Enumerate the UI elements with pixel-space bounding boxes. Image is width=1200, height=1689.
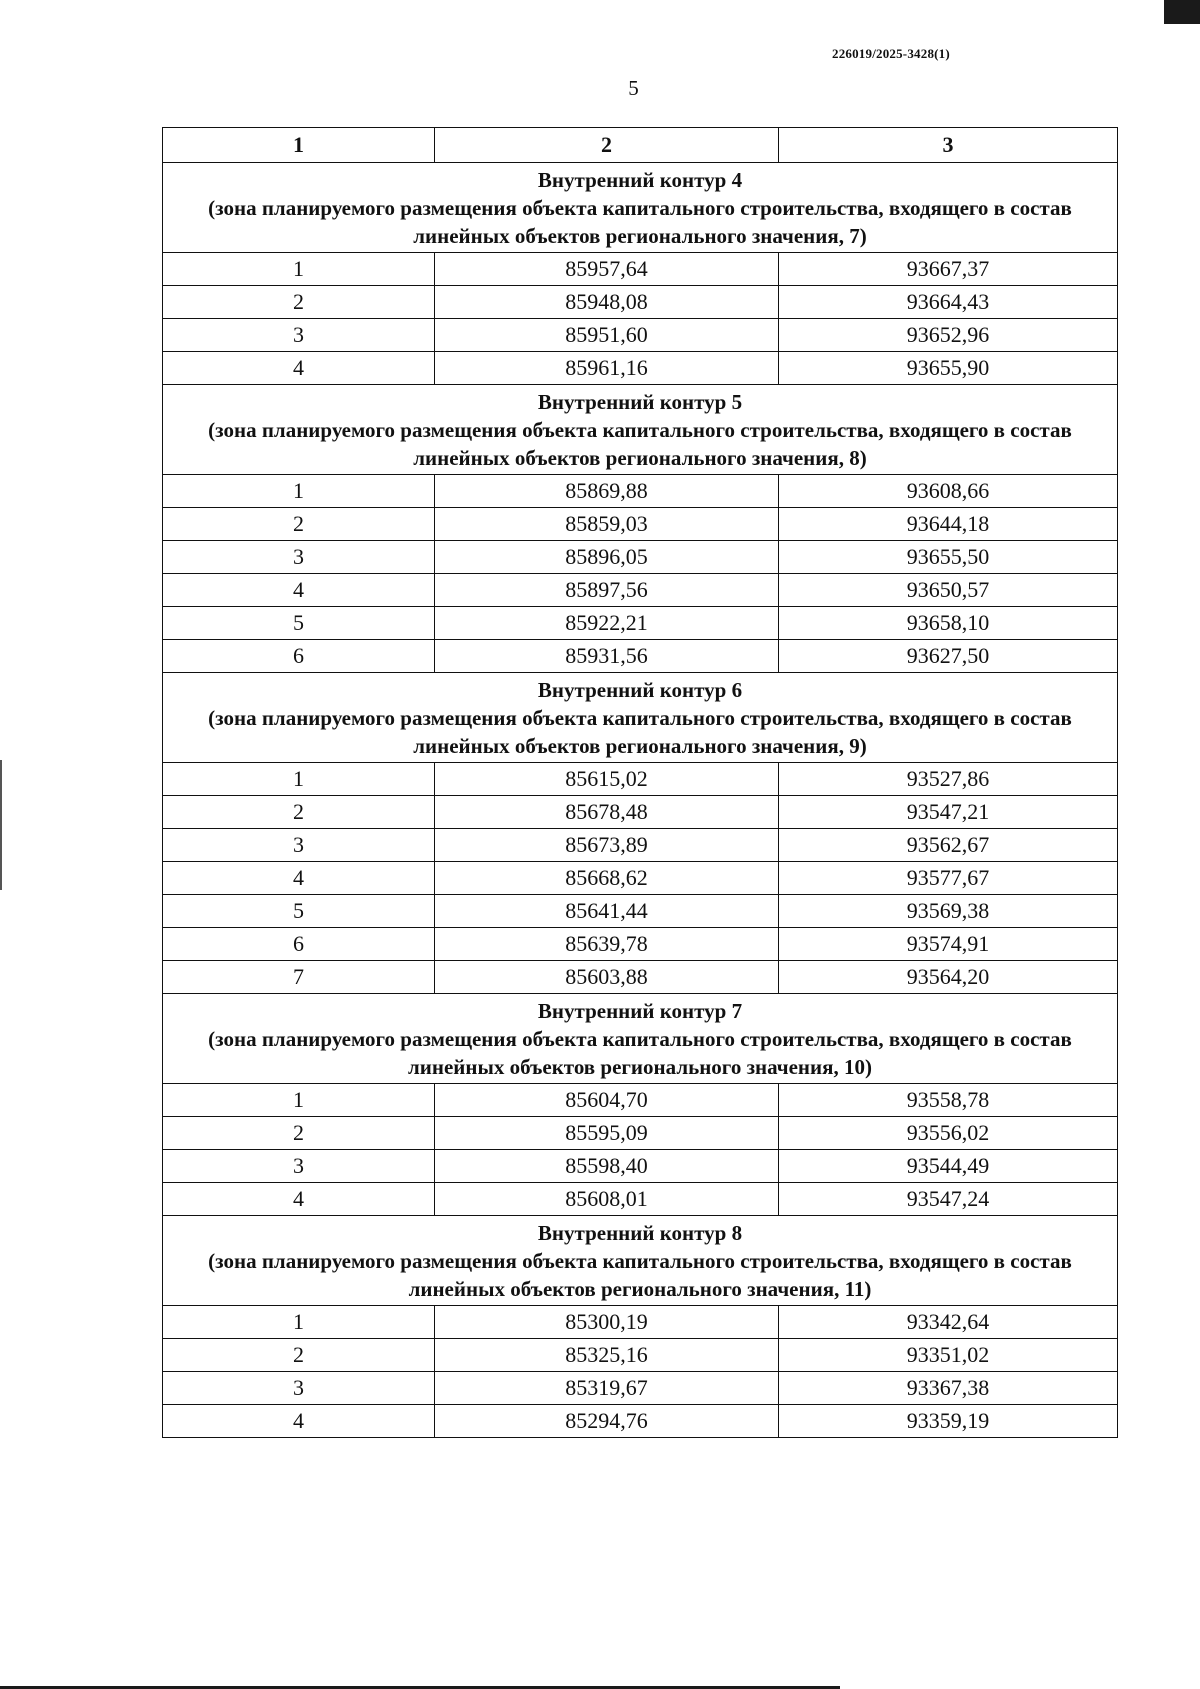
- table-row: [163, 319, 1118, 352]
- x-coordinate-cell: 85951,60: [435, 319, 779, 352]
- section-header-cell: [163, 673, 1118, 763]
- point-number-cell: 3: [163, 541, 435, 574]
- point-number-cell: 2: [163, 796, 435, 829]
- table-row: [163, 763, 1118, 796]
- point-number-cell: 4: [163, 574, 435, 607]
- point-number-cell: 7: [163, 961, 435, 994]
- table-row: [163, 1084, 1118, 1117]
- point-number-cell: 4: [163, 352, 435, 385]
- y-coordinate-cell: 93342,64: [779, 1306, 1118, 1339]
- table-row: [163, 574, 1118, 607]
- x-coordinate-cell: 85668,62: [435, 862, 779, 895]
- section-header-row: [163, 673, 1118, 763]
- coordinates-table-body: [163, 128, 1118, 1438]
- section-header-cell: [163, 1216, 1118, 1306]
- section-header-row: [163, 1216, 1118, 1306]
- point-number-cell: 2: [163, 286, 435, 319]
- coordinates-table: [162, 127, 1118, 1438]
- table-row: [163, 253, 1118, 286]
- table-row: [163, 895, 1118, 928]
- table-row: [163, 928, 1118, 961]
- x-coordinate-cell: 85319,67: [435, 1372, 779, 1405]
- y-coordinate-cell: 93351,02: [779, 1339, 1118, 1372]
- x-coordinate-cell: 85603,88: [435, 961, 779, 994]
- point-number-cell: 2: [163, 1339, 435, 1372]
- y-coordinate-cell: 93564,20: [779, 961, 1118, 994]
- section-header-cell: [163, 994, 1118, 1084]
- table-row: [163, 475, 1118, 508]
- section-header-row: [163, 385, 1118, 475]
- x-coordinate-cell: 85948,08: [435, 286, 779, 319]
- point-number-cell: 1: [163, 763, 435, 796]
- table-row: [163, 352, 1118, 385]
- x-coordinate-cell: 85922,21: [435, 607, 779, 640]
- y-coordinate-cell: 93658,10: [779, 607, 1118, 640]
- y-coordinate-cell: 93547,21: [779, 796, 1118, 829]
- table-row: [163, 1339, 1118, 1372]
- page-number: 5: [628, 76, 639, 100]
- x-coordinate-cell: 85598,40: [435, 1150, 779, 1183]
- x-coordinate-cell: 85604,70: [435, 1084, 779, 1117]
- y-coordinate-cell: 93644,18: [779, 508, 1118, 541]
- section-header-row: [163, 163, 1118, 253]
- x-coordinate-cell: 85300,19: [435, 1306, 779, 1339]
- point-number-cell: 5: [163, 895, 435, 928]
- table-row: [163, 1306, 1118, 1339]
- column-header: 3: [779, 128, 1118, 163]
- x-coordinate-cell: 85961,16: [435, 352, 779, 385]
- y-coordinate-cell: 93574,91: [779, 928, 1118, 961]
- scan-edge-artifact: [1164, 0, 1200, 24]
- scan-edge-artifact: [0, 760, 2, 890]
- document-id: 226019/2025-3428(1): [832, 46, 950, 61]
- point-number-cell: 4: [163, 862, 435, 895]
- x-coordinate-cell: 85615,02: [435, 763, 779, 796]
- section-description: (зона планируемого размещения объекта капитального строительства, входящего в состав линейных объектов регионального значения, 7): [208, 196, 1072, 248]
- section-description: (зона планируемого размещения объекта капитального строительства, входящего в состав линейных объектов регионального значения, 10): [208, 1027, 1072, 1079]
- x-coordinate-cell: 85897,56: [435, 574, 779, 607]
- column-header: 2: [435, 128, 779, 163]
- section-title: Внутренний контур 4: [537, 168, 743, 192]
- section-header-cell: [163, 385, 1118, 475]
- column-header: 1: [163, 128, 435, 163]
- point-number-cell: 3: [163, 1372, 435, 1405]
- table-row: [163, 1117, 1118, 1150]
- y-coordinate-cell: 93667,37: [779, 253, 1118, 286]
- point-number-cell: 3: [163, 1150, 435, 1183]
- point-number-cell: 1: [163, 1084, 435, 1117]
- section-title: Внутренний контур 6: [537, 678, 743, 702]
- x-coordinate-cell: 85957,64: [435, 253, 779, 286]
- x-coordinate-cell: 85859,03: [435, 508, 779, 541]
- section-header-cell: [163, 163, 1118, 253]
- table-header-row: [163, 128, 1118, 163]
- y-coordinate-cell: 93527,86: [779, 763, 1118, 796]
- point-number-cell: 4: [163, 1405, 435, 1438]
- section-header-row: [163, 994, 1118, 1084]
- x-coordinate-cell: 85641,44: [435, 895, 779, 928]
- point-number-cell: 3: [163, 319, 435, 352]
- table-row: [163, 607, 1118, 640]
- y-coordinate-cell: 93367,38: [779, 1372, 1118, 1405]
- x-coordinate-cell: 85325,16: [435, 1339, 779, 1372]
- table-row: [163, 829, 1118, 862]
- y-coordinate-cell: 93569,38: [779, 895, 1118, 928]
- point-number-cell: 2: [163, 508, 435, 541]
- point-number-cell: 2: [163, 1117, 435, 1150]
- y-coordinate-cell: 93577,67: [779, 862, 1118, 895]
- point-number-cell: 6: [163, 928, 435, 961]
- table-row: [163, 961, 1118, 994]
- y-coordinate-cell: 93655,90: [779, 352, 1118, 385]
- x-coordinate-cell: 85595,09: [435, 1117, 779, 1150]
- section-title: Внутренний контур 7: [537, 999, 743, 1023]
- x-coordinate-cell: 85673,89: [435, 829, 779, 862]
- table-row: [163, 508, 1118, 541]
- table-row: [163, 541, 1118, 574]
- table-row: [163, 1183, 1118, 1216]
- point-number-cell: 1: [163, 1306, 435, 1339]
- section-title: Внутренний контур 8: [537, 1221, 743, 1245]
- y-coordinate-cell: 93655,50: [779, 541, 1118, 574]
- x-coordinate-cell: 85896,05: [435, 541, 779, 574]
- y-coordinate-cell: 93652,96: [779, 319, 1118, 352]
- point-number-cell: 4: [163, 1183, 435, 1216]
- y-coordinate-cell: 93627,50: [779, 640, 1118, 673]
- table-row: [163, 796, 1118, 829]
- table-row: [163, 1150, 1118, 1183]
- table-row: [163, 640, 1118, 673]
- point-number-cell: 1: [163, 253, 435, 286]
- y-coordinate-cell: 93544,49: [779, 1150, 1118, 1183]
- table-row: [163, 1405, 1118, 1438]
- section-description: (зона планируемого размещения объекта капитального строительства, входящего в состав линейных объектов регионального значения, 9): [208, 706, 1072, 758]
- y-coordinate-cell: 93359,19: [779, 1405, 1118, 1438]
- section-title: Внутренний контур 5: [537, 390, 743, 414]
- y-coordinate-cell: 93556,02: [779, 1117, 1118, 1150]
- section-description: (зона планируемого размещения объекта капитального строительства, входящего в состав линейных объектов регионального значения, 8): [208, 418, 1072, 470]
- x-coordinate-cell: 85869,88: [435, 475, 779, 508]
- point-number-cell: 1: [163, 475, 435, 508]
- point-number-cell: 6: [163, 640, 435, 673]
- point-number-cell: 3: [163, 829, 435, 862]
- x-coordinate-cell: 85294,76: [435, 1405, 779, 1438]
- table-row: [163, 286, 1118, 319]
- table-row: [163, 1372, 1118, 1405]
- point-number-cell: 5: [163, 607, 435, 640]
- section-description: (зона планируемого размещения объекта капитального строительства, входящего в состав линейных объектов регионального значения, 11): [208, 1249, 1072, 1301]
- y-coordinate-cell: 93558,78: [779, 1084, 1118, 1117]
- x-coordinate-cell: 85608,01: [435, 1183, 779, 1216]
- y-coordinate-cell: 93650,57: [779, 574, 1118, 607]
- table-row: [163, 862, 1118, 895]
- y-coordinate-cell: 93608,66: [779, 475, 1118, 508]
- x-coordinate-cell: 85678,48: [435, 796, 779, 829]
- y-coordinate-cell: 93547,24: [779, 1183, 1118, 1216]
- x-coordinate-cell: 85639,78: [435, 928, 779, 961]
- y-coordinate-cell: 93664,43: [779, 286, 1118, 319]
- x-coordinate-cell: 85931,56: [435, 640, 779, 673]
- y-coordinate-cell: 93562,67: [779, 829, 1118, 862]
